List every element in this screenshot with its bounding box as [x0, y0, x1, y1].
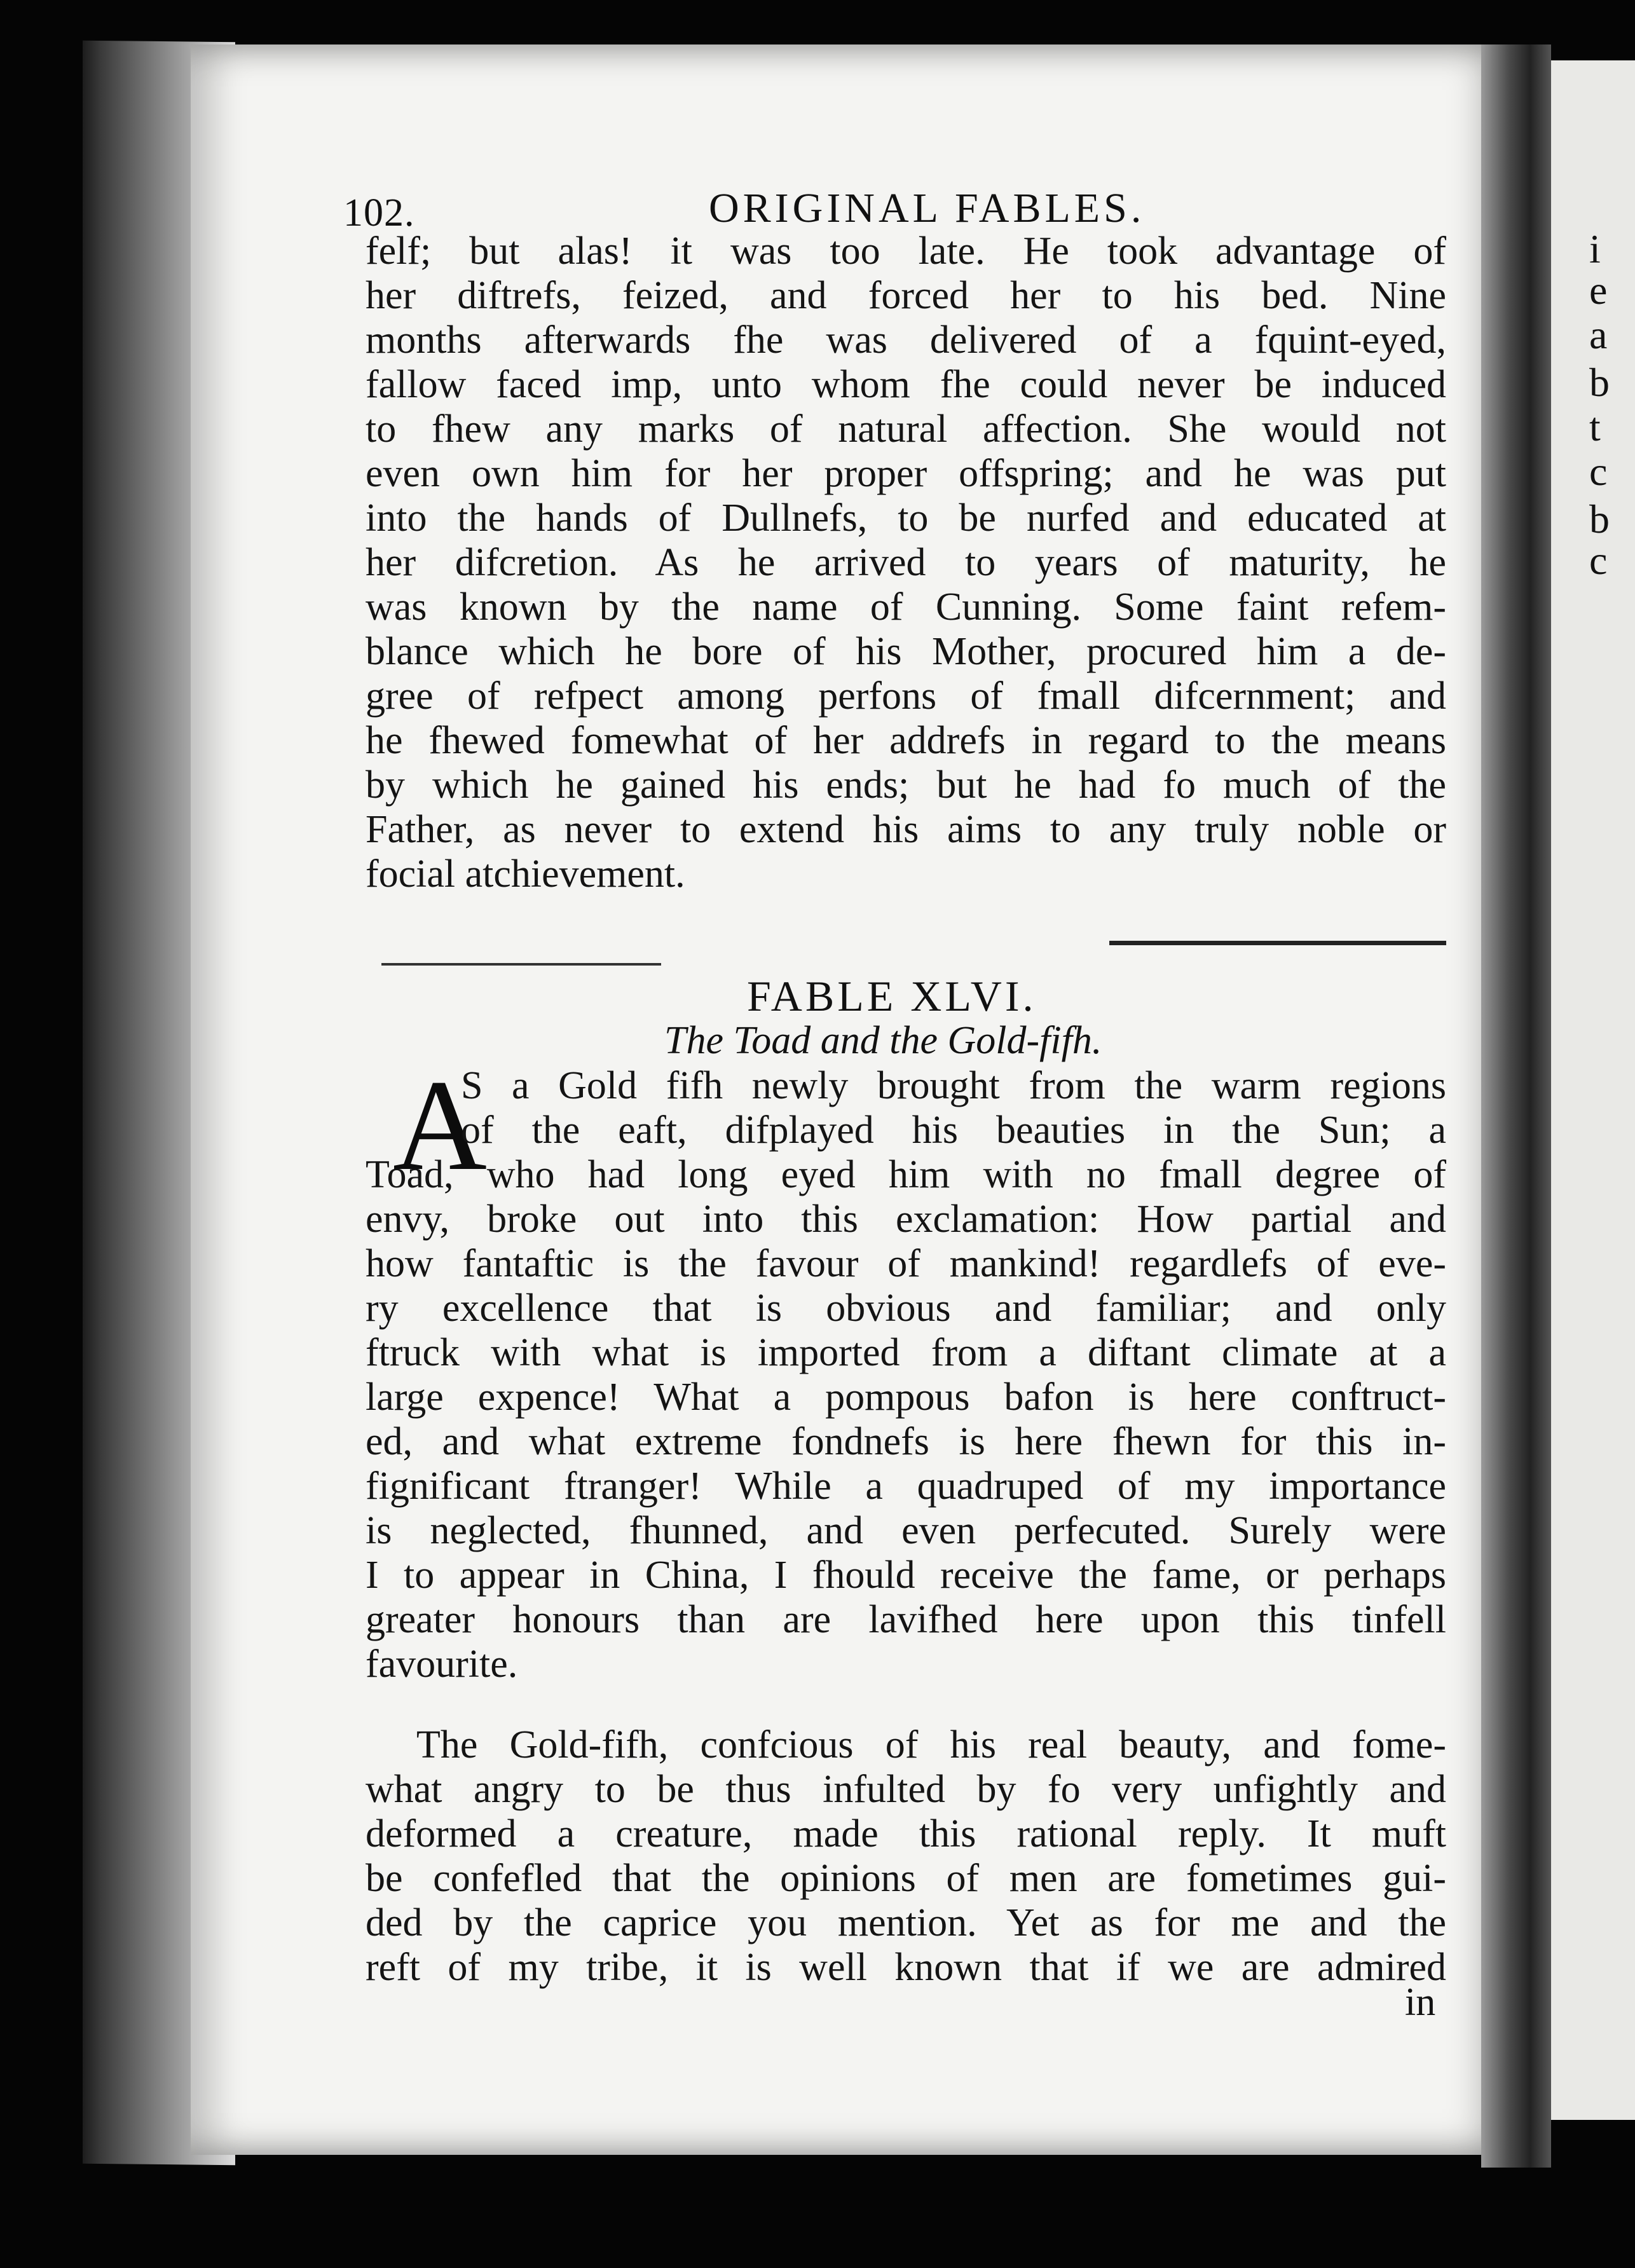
text-line: even own him for her proper offspring; and he was put	[366, 452, 1446, 495]
facing-fragment: t	[1589, 404, 1601, 449]
facing-fragment: c	[1589, 538, 1608, 583]
text-line: large expence! What a pompous bafon is here conftruct-	[366, 1376, 1446, 1419]
text-line: felf; but alas! it was too late. He took advantage of	[366, 229, 1446, 273]
text-line: Toad, who had long eyed him with no fmall degree of	[366, 1153, 1446, 1196]
facing-page	[1551, 60, 1635, 2120]
running-head: ORIGINAL FABLES.	[709, 185, 1146, 231]
text-line: fallow faced imp, unto whom fhe could never be induced	[366, 363, 1446, 406]
text-line: fignificant ftranger! While a quadruped of my importance	[366, 1465, 1446, 1508]
facing-fragment: b	[1589, 360, 1610, 405]
text-line: how fantaftic is the favour of mankind! regardlefs of eve-	[366, 1242, 1446, 1285]
facing-fragment: i	[1589, 226, 1601, 271]
text-line: gree of refpect among perfons of fmall difcernment; and	[366, 674, 1446, 718]
text-line: he fhewed fomewhat of her addrefs in regard to the means	[366, 719, 1446, 762]
text-line: be confefled that the opinions of men are fometimes gui-	[366, 1857, 1446, 1900]
text-line: ry excellence that is obvious and familiar; and only	[366, 1287, 1446, 1330]
text-line: ftruck with what is imported from a diftant climate at a	[366, 1331, 1446, 1374]
fable-title: The Toad and the Gold-fifh.	[664, 1019, 1102, 1062]
section-rule-left	[381, 963, 661, 966]
page-number: 102.	[343, 191, 415, 235]
text-line: into the hands of Dullnefs, to be nurfed and educated at	[366, 496, 1446, 540]
text-line: S a Gold fifh newly brought from the warm regions	[461, 1064, 1446, 1107]
text-line: was known by the name of Cunning. Some faint refem-	[366, 585, 1446, 629]
facing-fragment: c	[1589, 449, 1608, 494]
text-line: ed, and what extreme fondnefs is here fhewn for this in-	[366, 1420, 1446, 1463]
previous-fable-ending	[366, 229, 1446, 896]
text-line: what angry to be thus infulted by fo very unfightly and	[366, 1768, 1446, 1811]
text-line: envy, broke out into this exclamation: How partial and	[366, 1198, 1446, 1241]
catchword: in	[1405, 1981, 1436, 2024]
text-line: her difcretion. As he arrived to years of maturity, he	[366, 541, 1446, 584]
text-line: The Gold-fifh, confcious of his real beauty, and fome-	[416, 1723, 1446, 1766]
text-line: blance which he bore of his Mother, procured him a de-	[366, 630, 1446, 673]
fable-paragraph-2	[366, 1723, 1446, 1990]
drop-cap: A	[393, 1053, 488, 1198]
text-line: by which he gained his ends; but he had fo much of the	[366, 763, 1446, 807]
text-line: ded by the caprice you mention. Yet as for me and the	[366, 1901, 1446, 1944]
text-line: months afterwards fhe was delivered of a fquint-eyed,	[366, 318, 1446, 362]
text-line: favourite.	[366, 1643, 518, 1686]
text-line: Father, as never to extend his aims to any truly noble or	[366, 808, 1446, 851]
fable-number-heading: FABLE XLVI.	[747, 972, 1037, 1020]
text-line: focial atchievement.	[366, 852, 685, 896]
text-line: to fhew any marks of natural affection. She would not	[366, 407, 1446, 451]
text-line: greater honours than are lavifhed here upon this tinfell	[366, 1598, 1446, 1641]
text-line: deformed a creature, made this rational reply. It muft	[366, 1812, 1446, 1855]
text-line: is neglected, fhunned, and even perfecuted. Surely were	[366, 1509, 1446, 1552]
section-rule-right	[1109, 941, 1446, 945]
facing-fragment: e	[1589, 268, 1608, 313]
fable-paragraph-1	[366, 1063, 1446, 1686]
text-line: I to appear in China, I fhould receive the fame, or perhaps	[366, 1554, 1446, 1597]
facing-fragment: b	[1589, 496, 1610, 542]
text-line: of the eaft, difplayed his beauties in the Sun; a	[461, 1109, 1446, 1152]
text-line: her diftrefs, feized, and forced her to his bed. Nine	[366, 274, 1446, 317]
text-line: reft of my tribe, it is well known that if we are admired	[366, 1946, 1446, 1989]
facing-fragment: a	[1589, 312, 1608, 357]
book-gutter	[1481, 44, 1551, 2168]
